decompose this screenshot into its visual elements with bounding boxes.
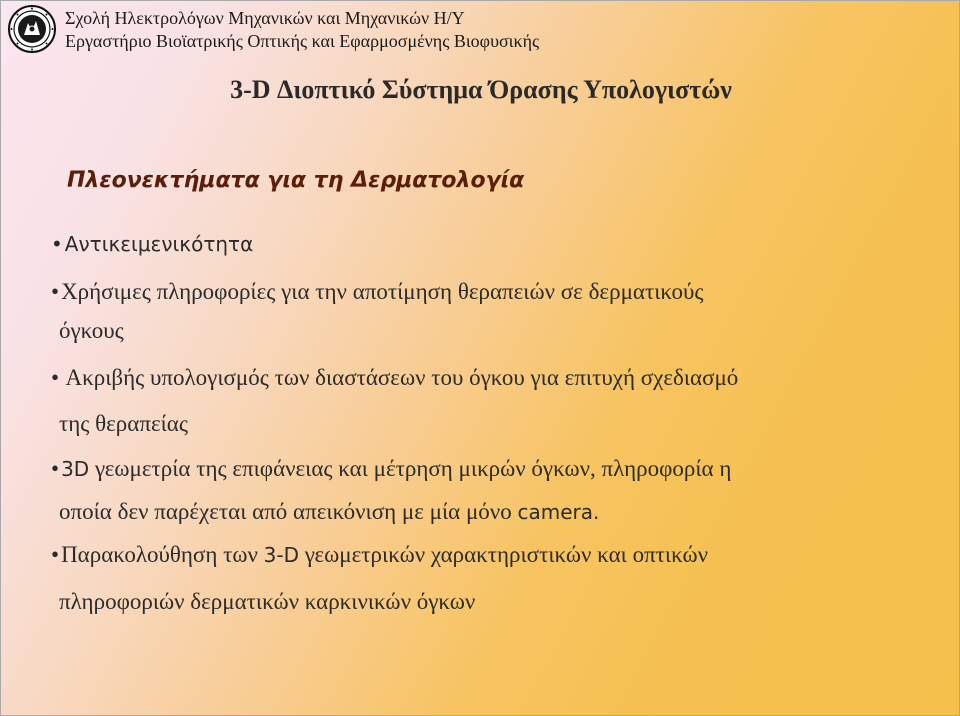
bullet-dot: • — [51, 542, 60, 567]
bullet-text: Χρήσιμες πληροφορίες για την αποτίμηση θεραπειών σε δερματικούς — [61, 279, 704, 304]
bullet-monitoring-continued: πληροφοριών δερματικών καρκινικών όγκων — [59, 589, 476, 614]
bullet-text-3d: 3D — [61, 457, 90, 481]
header-lab-name: Εργαστήριο Βιοϊατρικής Οπτικής και Εφαρμοσμένης Βιοφυσικής — [65, 31, 540, 51]
bullet-monitoring — [51, 542, 708, 568]
bullet-useful-info — [51, 279, 703, 305]
bullet-text: γεωμετρία της επιφάνειας και μέτρηση μικρών όγκων, πληροφορία η — [89, 456, 732, 481]
bullet-3d-geometry — [51, 456, 731, 482]
bullet-text: Ακριβής υπολογισμός των διαστάσεων του όγκου για επιτυχή σχεδιασμό — [65, 365, 739, 390]
bullet-dot: • — [51, 279, 60, 304]
university-seal-icon — [8, 5, 56, 53]
bullet-accurate-dimensions-continued: της θεραπείας — [59, 411, 188, 436]
bullet-dot: • — [51, 456, 60, 481]
bullet-objectivity — [51, 232, 253, 256]
bullet-useful-info-continued: όγκους — [59, 318, 124, 343]
bullet-text: οποία δεν παρέχεται από απεικόνιση με μία μόνο — [59, 499, 518, 524]
bullet-accurate-dimensions — [51, 365, 738, 391]
header-school-name: Σχολή Ηλεκτρολόγων Μηχανικών και Μηχανικών Η/Υ — [65, 8, 465, 28]
bullet-text-3d: 3-D — [263, 543, 299, 567]
bullet-3d-geometry-continued — [59, 499, 599, 525]
bullet-text: γεωμετρικών χαρακτηριστικών και οπτικών — [298, 542, 709, 567]
slide-title: 3-D Διοπτικό Σύστημα Όρασης Υπολογιστών — [230, 75, 732, 104]
bullet-text-camera: camera. — [517, 500, 600, 524]
bullet-text: Αντικειμενικότητα — [64, 232, 254, 256]
slide-subtitle: Πλεονεκτήματα για τη Δερματολογία — [67, 168, 525, 193]
bullet-text: Παρακολούθηση των — [61, 542, 264, 567]
bullet-dot: • — [51, 365, 60, 390]
bullet-dot: • — [51, 232, 63, 256]
